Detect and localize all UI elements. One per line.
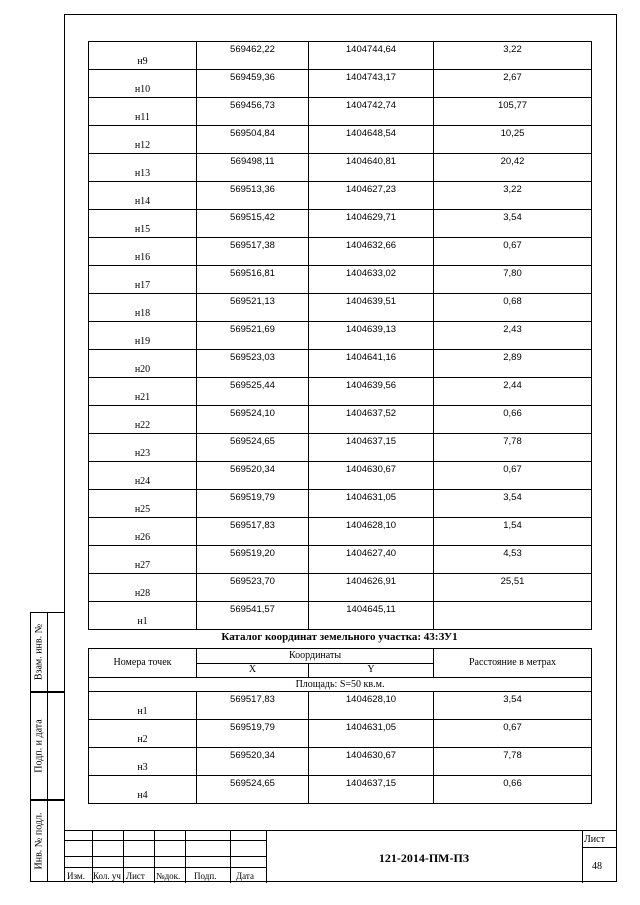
table-cell (309, 462, 434, 490)
coordinates-table-main (88, 41, 592, 630)
point-label: н12 (134, 140, 151, 151)
table-row (89, 210, 592, 238)
catalog-title: Каталог координат земельного участка: 43:ЗУ1 (221, 631, 458, 643)
coord-y: 1404637,15 (345, 778, 397, 789)
tb-sheet-number: 48 (592, 861, 602, 872)
table-row (89, 294, 592, 322)
coord-y: 1404742,74 (345, 100, 397, 111)
table-cell (89, 434, 197, 462)
distance: 25,51 (500, 576, 525, 587)
coord-y: 1404645,11 (346, 604, 396, 615)
table-cell (197, 154, 309, 182)
point-label: н10 (134, 84, 151, 95)
table-cell (309, 776, 434, 804)
point-label: н13 (134, 168, 151, 179)
coord-y: 1404637,52 (345, 408, 397, 419)
distance: 0,67 (503, 240, 522, 251)
table-cell (197, 546, 309, 574)
coord-x: 569516,81 (230, 268, 275, 279)
table-cell (309, 378, 434, 406)
table-cell (89, 776, 197, 804)
table-cell (89, 70, 197, 98)
table-cell (309, 406, 434, 434)
coord-y: 1404628,10 (345, 694, 397, 705)
table-cell (197, 434, 309, 462)
table-cell (89, 350, 197, 378)
table-cell (89, 546, 197, 574)
coord-y: 1404631,05 (345, 722, 397, 733)
table-row (89, 42, 592, 70)
point-label: н24 (134, 476, 151, 487)
table-cell (197, 692, 309, 720)
tb-izm: Изм. (67, 871, 85, 881)
point-label: н4 (137, 790, 148, 801)
coord-x: 569517,83 (230, 520, 275, 531)
distance: 3,22 (503, 184, 522, 195)
table-cell (434, 294, 592, 322)
area-row: Площадь: S=50 кв.м. (89, 678, 592, 692)
table-cell (309, 182, 434, 210)
distance: 7,78 (503, 750, 522, 761)
distance: 3,54 (503, 492, 522, 503)
point-label: н11 (135, 112, 150, 123)
table-cell (434, 322, 592, 350)
point-label: н28 (134, 588, 151, 599)
table-row (89, 518, 592, 546)
table-cell (309, 602, 434, 630)
coordinates-table-catalog (88, 691, 592, 804)
point-label: н3 (137, 762, 148, 773)
table-cell (197, 322, 309, 350)
coord-x: 569459,36 (230, 72, 275, 83)
table-cell (197, 720, 309, 748)
table-cell (434, 210, 592, 238)
table-cell (89, 748, 197, 776)
point-label: н22 (134, 420, 151, 431)
side-label-podp: Подп. и дата (33, 719, 45, 773)
side-label-vzam: Взам. инв. № (33, 623, 45, 681)
tb-data: Дата (236, 871, 254, 881)
table-cell (309, 98, 434, 126)
table-cell (89, 406, 197, 434)
distance: 3,22 (503, 44, 522, 55)
coord-y: 1404743,17 (345, 72, 397, 83)
coord-y: 1404744,64 (345, 44, 397, 55)
table-cell (434, 406, 592, 434)
point-label: н20 (134, 364, 151, 375)
table-cell (434, 546, 592, 574)
table-cell (197, 294, 309, 322)
table-cell (434, 42, 592, 70)
point-label: н17 (134, 280, 151, 291)
table-row (89, 434, 592, 462)
table-cell (309, 42, 434, 70)
table-cell (434, 126, 592, 154)
table-cell (309, 434, 434, 462)
coord-y: 1404630,67 (345, 464, 397, 475)
distance: 4,53 (503, 548, 522, 559)
distance: 3,54 (503, 694, 522, 705)
coord-x: 569519,79 (230, 492, 275, 503)
coord-x: 569521,13 (230, 296, 275, 307)
table-row (89, 546, 592, 574)
distance: 0,66 (503, 778, 522, 789)
table-cell (197, 378, 309, 406)
table-cell (197, 98, 309, 126)
coord-x: 569519,20 (230, 548, 275, 559)
coord-x: 569524,65 (230, 778, 275, 789)
distance: 105,77 (497, 100, 528, 111)
distance: 20,42 (500, 156, 525, 167)
table-cell (197, 126, 309, 154)
table-row (89, 406, 592, 434)
header-x: X (197, 663, 309, 678)
coord-y: 1404631,05 (345, 492, 397, 503)
table-cell (89, 98, 197, 126)
table-cell (309, 350, 434, 378)
table-cell (434, 720, 592, 748)
table-cell (309, 490, 434, 518)
tb-list: Лист (126, 871, 145, 881)
coord-x: 569524,10 (230, 408, 275, 419)
table-cell (309, 126, 434, 154)
table-cell (434, 70, 592, 98)
table-row (89, 322, 592, 350)
coord-x: 569456,73 (230, 100, 275, 111)
table-cell (434, 350, 592, 378)
document-code: 121-2014-ПМ-ПЗ (378, 851, 470, 865)
table-row (89, 490, 592, 518)
coord-x: 569524,65 (230, 436, 275, 447)
coord-y: 1404640,81 (345, 156, 397, 167)
table-row (89, 266, 592, 294)
table-cell (89, 692, 197, 720)
table-row (89, 70, 592, 98)
table-cell (434, 182, 592, 210)
table-cell (197, 70, 309, 98)
point-label: н27 (134, 560, 151, 571)
title-block (64, 830, 617, 883)
table-row (89, 574, 592, 602)
table-row (89, 182, 592, 210)
distance: 2,43 (503, 324, 522, 335)
coord-y: 1404633,02 (345, 268, 397, 279)
distance: 2,44 (503, 380, 522, 391)
table-cell (197, 574, 309, 602)
table-row (89, 126, 592, 154)
table-cell (197, 490, 309, 518)
table-cell (89, 322, 197, 350)
coord-x: 569517,38 (230, 240, 275, 251)
table-cell (197, 776, 309, 804)
table-cell (197, 748, 309, 776)
header-distance: Расстояние в метрах (434, 649, 592, 678)
point-label: н25 (134, 504, 151, 515)
coord-x: 569541,57 (230, 604, 275, 615)
coord-y: 1404639,56 (345, 380, 397, 391)
table-row (89, 720, 592, 748)
table-cell (89, 574, 197, 602)
table-cell (89, 238, 197, 266)
table-cell (197, 350, 309, 378)
side-label-inv: Инв. № подл. (33, 812, 45, 870)
side-stamp-inv (30, 800, 65, 882)
coord-x: 569515,42 (230, 212, 275, 223)
table-cell (89, 42, 197, 70)
coord-x: 569525,44 (230, 380, 275, 391)
point-label: н9 (137, 56, 148, 67)
table-cell (89, 182, 197, 210)
side-stamp-podp (30, 692, 65, 800)
table-cell (309, 266, 434, 294)
table-cell (309, 70, 434, 98)
coord-y: 1404641,16 (345, 352, 397, 363)
coord-x: 569523,70 (230, 576, 275, 587)
table-cell (309, 322, 434, 350)
coord-y: 1404648,54 (345, 128, 397, 139)
tb-kol: Кол. уч (93, 871, 121, 881)
catalog-header (88, 648, 592, 692)
table-cell (197, 210, 309, 238)
coord-x: 569520,34 (230, 750, 275, 761)
table-cell (434, 434, 592, 462)
coord-y: 1404632,66 (345, 240, 397, 251)
coord-x: 569462,22 (230, 44, 275, 55)
table-row (89, 238, 592, 266)
table-row (89, 350, 592, 378)
table-cell (89, 518, 197, 546)
table-cell (89, 294, 197, 322)
side-stamp-vzam (30, 612, 65, 692)
table-cell (89, 490, 197, 518)
table-row (89, 98, 592, 126)
table-cell (434, 462, 592, 490)
coord-x: 569513,36 (230, 184, 275, 195)
header-coords: Координаты (197, 649, 434, 664)
table-cell (197, 462, 309, 490)
coord-y: 1404637,15 (345, 436, 397, 447)
point-label: н16 (134, 252, 151, 263)
table-cell (89, 720, 197, 748)
table-cell (89, 462, 197, 490)
table-cell (309, 294, 434, 322)
coord-x: 569520,34 (230, 464, 275, 475)
distance: 0,67 (503, 722, 522, 733)
table-cell (197, 406, 309, 434)
table-cell (309, 574, 434, 602)
distance: 7,80 (503, 268, 522, 279)
table-cell (89, 210, 197, 238)
header-points: Номера точек (89, 649, 197, 678)
table-row (89, 378, 592, 406)
table-row (89, 602, 592, 630)
table-cell (197, 42, 309, 70)
table-cell (309, 238, 434, 266)
point-label: н21 (134, 392, 151, 403)
coord-y: 1404629,71 (345, 212, 397, 223)
table-cell (434, 602, 592, 630)
table-cell (309, 210, 434, 238)
point-label: н19 (134, 336, 151, 347)
table-cell (197, 238, 309, 266)
table-cell (309, 154, 434, 182)
table-cell (309, 546, 434, 574)
point-label: н1 (137, 706, 148, 717)
table-cell (434, 748, 592, 776)
header-y: Y (309, 663, 434, 678)
distance: 2,89 (503, 352, 522, 363)
point-label: н23 (134, 448, 151, 459)
table-cell (434, 98, 592, 126)
table-cell (89, 602, 197, 630)
table-row (89, 154, 592, 182)
table-cell (309, 720, 434, 748)
distance: 10,25 (500, 128, 525, 139)
coord-y: 1404627,23 (345, 184, 397, 195)
table-cell (309, 692, 434, 720)
coord-y: 1404639,51 (345, 296, 397, 307)
table-cell (434, 154, 592, 182)
distance: 3,54 (503, 212, 522, 223)
table-cell (89, 154, 197, 182)
point-label: н15 (134, 224, 151, 235)
table-cell (309, 748, 434, 776)
coord-x: 569523,03 (230, 352, 275, 363)
coord-y: 1404627,40 (345, 548, 397, 559)
table-row (89, 692, 592, 720)
table-cell (309, 518, 434, 546)
point-label: н14 (134, 196, 151, 207)
table-cell (434, 490, 592, 518)
distance: 0,68 (503, 296, 522, 307)
table-cell (197, 602, 309, 630)
table-cell (197, 266, 309, 294)
coord-y: 1404628,10 (345, 520, 397, 531)
table-cell (89, 126, 197, 154)
point-label: н26 (134, 532, 151, 543)
table-cell (89, 266, 197, 294)
coord-y: 1404630,67 (345, 750, 397, 761)
table-cell (434, 574, 592, 602)
table-row (89, 776, 592, 804)
coord-x: 569498,11 (230, 156, 275, 167)
coord-x: 569519,79 (230, 722, 275, 733)
coord-x: 569521,69 (230, 324, 275, 335)
table-cell (434, 266, 592, 294)
table-cell (197, 518, 309, 546)
distance: 1,54 (503, 520, 522, 531)
table-row (89, 748, 592, 776)
coord-x: 569504,84 (230, 128, 275, 139)
point-label: н18 (134, 308, 151, 319)
table-cell (197, 182, 309, 210)
distance: 0,66 (503, 408, 522, 419)
point-label: н1 (137, 616, 148, 627)
table-cell (434, 692, 592, 720)
table-cell (89, 378, 197, 406)
distance: 2,67 (503, 72, 522, 83)
tb-podp: Подп. (194, 871, 217, 881)
table-cell (434, 776, 592, 804)
tb-sheet-label: Лист (584, 834, 605, 845)
table-cell (434, 238, 592, 266)
table-row (89, 462, 592, 490)
distance: 0,67 (503, 464, 522, 475)
table-cell (434, 518, 592, 546)
point-label: н2 (137, 734, 148, 745)
table-cell (434, 378, 592, 406)
distance: 7,78 (503, 436, 522, 447)
coord-x: 569517,83 (230, 694, 275, 705)
coord-y: 1404639,13 (345, 324, 397, 335)
tb-ndok: №док. (156, 871, 181, 881)
coord-y: 1404626,91 (345, 576, 397, 587)
